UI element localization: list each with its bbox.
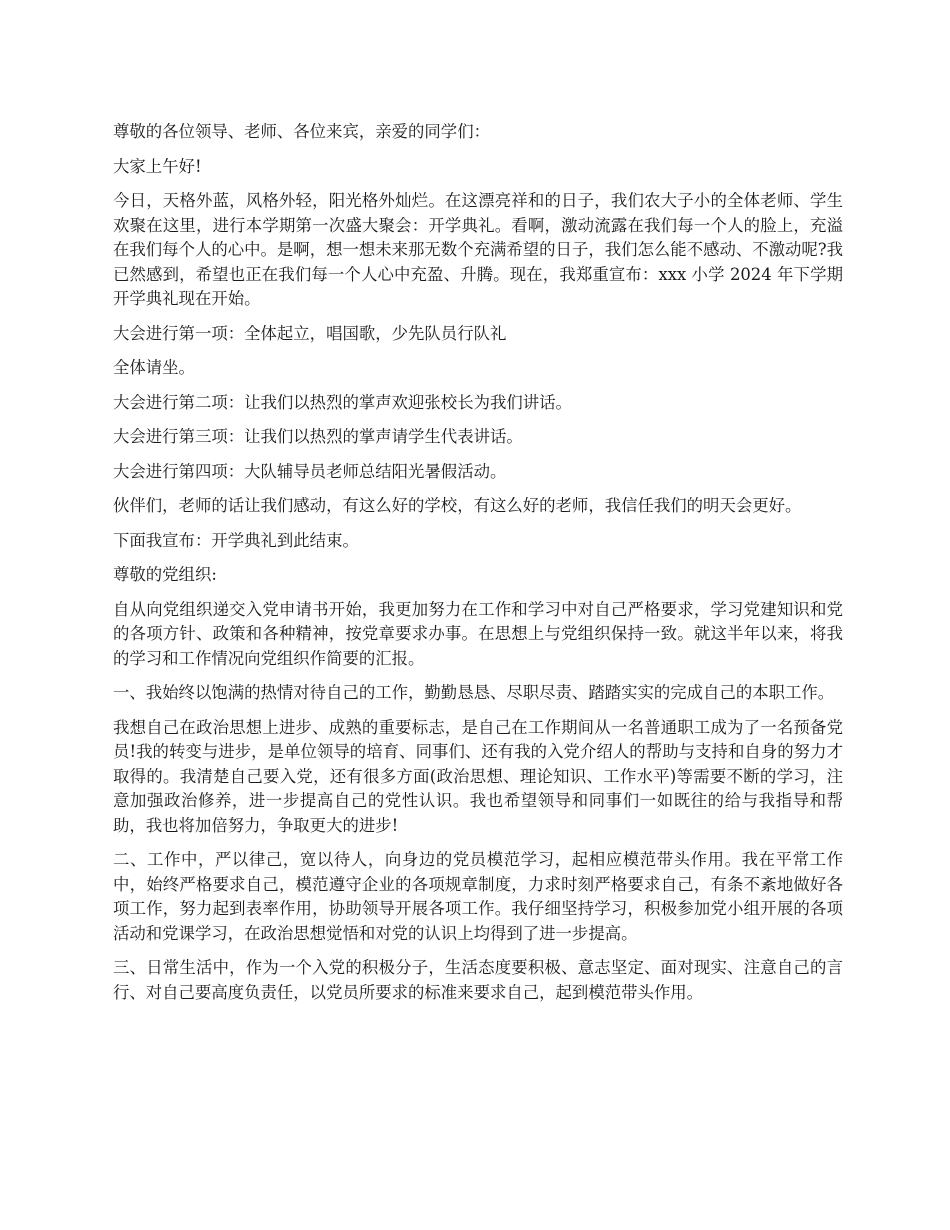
report-section-1: 一、我始终以饱满的热情对待自己的工作，勤勤恳恳、尽职尽责、踏踏实实的完成自己的本职工作。 bbox=[113, 683, 835, 702]
salutation-paragraph: 大家上午好! bbox=[113, 156, 202, 176]
report-section-3: 三、日常生活中，作为一个入党的积极分子，生活态度要积极、意志坚定、面对现实、注意自己的言行、对自己要高度负责任，以党员所要求的标准来要求自己，起到模范带头作用。 bbox=[113, 958, 843, 1002]
report-section-1-detail: 我想自己在政治思想上进步、成熟的重要标志，是自己在工作期间从一名普通职工成为了一名预备党员!我的转变与进步，是单位领导的培育、同事们、还有我的入党介绍人的帮助与支持和自身的努力才取得的。我清楚自己要入党，还有很多方面(政治思想、理论知识、工作水平)等需要不断的学习，注意加强政治修养，进一步提高自己的党性认识。我也希望领导和同事们一如既往的给与我指导和帮助，我也将加倍努力，争取更大的进步! bbox=[113, 717, 843, 835]
agenda-item-2: 大会进行第二项：让我们以热烈的掌声欢迎张校长为我们讲话。 bbox=[113, 392, 572, 412]
agenda-note: 全体请坐。 bbox=[113, 358, 195, 377]
agenda-item-3: 大会进行第三项：让我们以热烈的掌声请学生代表讲话。 bbox=[113, 427, 523, 446]
opening-paragraph: 今日，天格外蓝，风格外轻，阳光格外灿烂。在这漂亮祥和的日子，我们农大子小的全体老师、学生欢聚在这里，进行本学期第一次盛大聚会：开学典礼。看啊，激动流露在我们每一个人的脸上，充溢在我们每个人的心中。是啊，想一想未来那无数个充满希望的日子，我们怎么能不感动、不激动呢?我已然感到，希望也正在我们每一个人心中充盈、升腾。现在，我郑重宣布：xxx 小学 2024 年下学期开学典礼现在开始。 bbox=[113, 191, 843, 308]
agenda-item-1: 大会进行第一项：全体起立，唱国歌，少先队员行队礼 bbox=[113, 323, 507, 343]
greeting-paragraph: 尊敬的各位领导、老师、各位来宾，亲爱的同学们： bbox=[113, 122, 490, 141]
report-intro-paragraph: 自从向党组织递交入党申请书开始，我更加努力在工作和学习中对自己严格要求，学习党建知识和党的各项方针、政策和各种精神，按党章要求办事。在思想上与党组织保持一致。就这半年以来，将我的学习和工作情况向党组织作简要的汇报。 bbox=[113, 599, 843, 668]
report-salutation: 尊敬的党组织: bbox=[113, 565, 217, 584]
document-body bbox=[113, 120, 843, 1015]
closing-announcement: 下面我宣布：开学典礼到此结束。 bbox=[113, 530, 359, 550]
report-section-2: 二、工作中，严以律己，宽以待人，向身边的党员模范学习，起相应模范带头作用。我在平常工作中，始终严格要求自己，模范遵守企业的各项规章制度，力求时刻严格要求自己，有条不紊地做好各项工作，努力起到表率作用，协助领导开展各项工作。我仔细坚持学习，积极参加党小组开展的各项活动和党课学习，在政治思想觉悟和对党的认识上均得到了进一步提高。 bbox=[113, 850, 843, 943]
closing-remarks-paragraph: 伙伴们，老师的话让我们感动，有这么好的学校，有这么好的老师，我信任我们的明天会更好。 bbox=[113, 496, 802, 515]
agenda-item-4: 大会进行第四项：大队辅导员老师总结阳光暑假活动。 bbox=[113, 461, 507, 481]
